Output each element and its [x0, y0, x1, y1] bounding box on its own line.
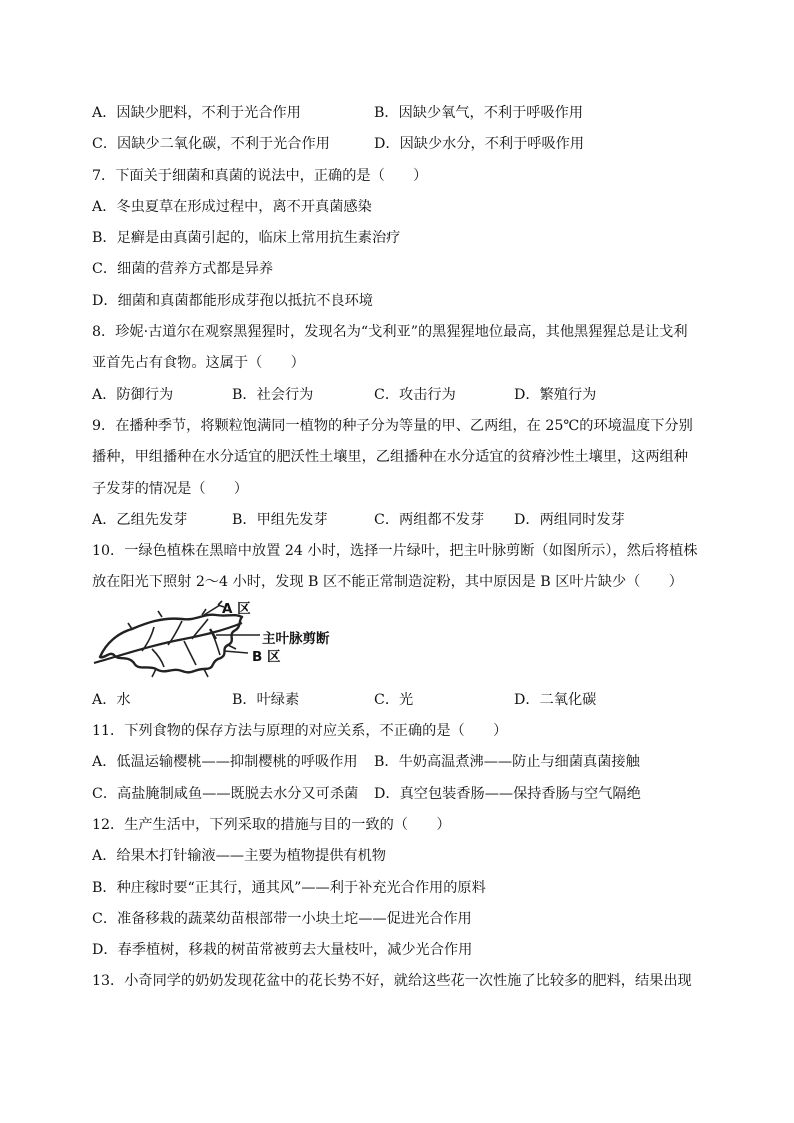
q6-options-row2 — [92, 129, 692, 160]
q9-stem-line1: 9．在播种季节，将颗粒饱满同一植物的种子分为等量的甲、乙两组，在 25℃的环境温度下分别 — [92, 417, 693, 434]
q6-option-c[interactable]: C．因缺少二氧化碳，不利于光合作用 — [92, 136, 330, 153]
figure-label-a-zone: A 区 — [222, 600, 251, 617]
q10-option-c[interactable]: C．光 — [374, 691, 414, 708]
q7-option-b[interactable]: B．足癣是由真菌引起的，临床上常用抗生素治疗 — [92, 230, 401, 247]
q9-option-d[interactable]: D．两组同时发芽 — [514, 511, 625, 528]
q6-option-b[interactable]: B．因缺少氧气，不利于呼吸作用 — [374, 105, 584, 121]
leaf-figure — [92, 599, 692, 685]
q10-stem-line1: 10．一绿色植株在黑暗中放置 24 小时，选择一片绿叶，把主叶脉剪断（如图所示），然后将植株 — [92, 543, 698, 560]
q11-option-d[interactable]: D．真空包装香肠——保持香肠与空气隔绝 — [374, 785, 641, 802]
q11-stem: 11．下列食物的保存方法与原理的对应关系，不正确的是（ ） — [92, 723, 508, 740]
figure-label-vein-cut: 主叶脉剪断 — [262, 630, 330, 647]
q10-option-b[interactable]: B．叶绿素 — [232, 691, 300, 708]
q10-options — [92, 685, 692, 716]
q6-options-row1 — [92, 98, 692, 129]
q12-option-d[interactable]: D．春季植树，移栽的树苗常被剪去大量枝叶，减少光合作用 — [92, 942, 473, 959]
q7-option-c[interactable]: C．细菌的营养方式都是异养 — [92, 261, 274, 278]
q9-stem-line2: 播种，甲组播种在水分适宜的肥沃性土壤里，乙组播种在水分适宜的贫瘠沙性土壤里，这两组种 — [92, 449, 688, 466]
q10-option-a[interactable]: A．水 — [92, 691, 131, 708]
q10-option-d[interactable]: D．二氧化碳 — [514, 691, 597, 708]
q6-option-d[interactable]: D．因缺少水分，不利于呼吸作用 — [374, 136, 585, 153]
q13-stem-line1: 13．小奇同学的奶奶发现花盆中的花长势不好，就给这些花一次性施了比较多的肥料，结果出现 — [92, 973, 692, 990]
q11-option-b[interactable]: B．牛奶高温煮沸——防止与细菌真菌接触 — [374, 754, 640, 771]
q9-option-c[interactable]: C．两组都不发芽 — [374, 511, 485, 528]
q7-stem: 7．下面关于细菌和真菌的说法中，正确的是（ ） — [92, 167, 428, 184]
q9-option-b[interactable]: B．甲组先发芽 — [232, 511, 328, 528]
q8-stem-line1: 8．珍妮·古道尔在观察黑猩猩时，发现名为“戈利亚”的黑猩猩地位最高，其他黑猩猩总是让戈利 — [92, 324, 688, 341]
q12-option-b[interactable]: B．种庄稼时要“正其行，通其风”——利于补充光合作用的原料 — [92, 879, 486, 896]
q11-option-c[interactable]: C．高盐腌制咸鱼——既脱去水分又可杀菌 — [92, 785, 359, 802]
q7-option-a[interactable]: A．冬虫夏草在形成过程中，离不开真菌感染 — [92, 198, 372, 215]
q8-option-b[interactable]: B．社会行为 — [232, 386, 314, 403]
q11-option-a[interactable]: A．低温运输樱桃——抑制樱桃的呼吸作用 — [92, 754, 358, 771]
q9-option-a[interactable]: A．乙组先发芽 — [92, 511, 188, 528]
q10-stem-line2: 放在阳光下照射 2～4 小时，发现 B 区不能正常制造淀粉，其中原因是 B 区叶片缺少（ ） — [92, 574, 683, 591]
q12-stem: 12．生产生活中，下列采取的措施与目的一致的（ ） — [92, 816, 451, 833]
q8-option-c[interactable]: C．攻击行为 — [374, 386, 456, 403]
figure-label-b-zone: B 区 — [252, 648, 281, 665]
q8-option-a[interactable]: A．防御行为 — [92, 386, 174, 403]
q7-option-d[interactable]: D．细菌和真菌都能形成芽孢以抵抗不良环境 — [92, 292, 373, 309]
exam-page — [92, 98, 698, 998]
q11-options-row1 — [92, 747, 692, 778]
q12-option-a[interactable]: A．给果木打针输液——主要为植物提供有机物 — [92, 848, 386, 865]
q8-options — [92, 380, 692, 411]
q6-option-a[interactable]: A．因缺少肥料，不利于光合作用 — [92, 105, 301, 121]
q9-options — [92, 505, 692, 536]
q11-options-row2 — [92, 779, 692, 810]
q12-option-c[interactable]: C．准备移栽的蔬菜幼苗根部带一小块土坨——促进光合作用 — [92, 910, 472, 927]
q9-stem-line3: 子发芽的情况是（ ） — [92, 480, 249, 497]
q8-stem-line2: 亚首先占有食物。这属于（ ） — [92, 355, 305, 372]
q8-option-d[interactable]: D．繁殖行为 — [514, 386, 597, 403]
